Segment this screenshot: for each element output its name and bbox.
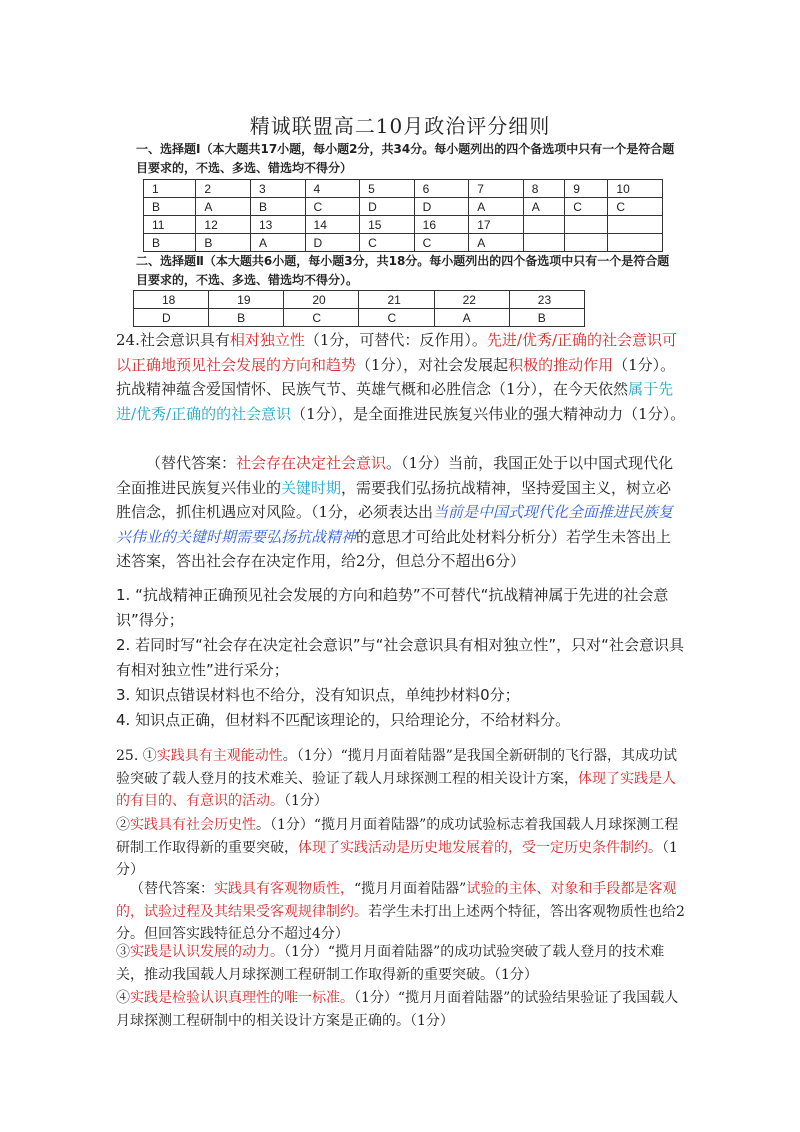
table-cell: 23 <box>509 291 584 309</box>
table-cell: 18 <box>134 291 209 309</box>
q25-text: （1分）“揽月月面着陆器”的成功试验突破了载人登月的技术难关，推动我国载人月球探测工程研制工作取得新的重要突破。（1分） <box>116 944 665 983</box>
table-row <box>144 180 663 198</box>
table-cell: 11 <box>144 216 196 234</box>
table-cell: B <box>209 309 284 327</box>
q25-text: 。（1分）“揽月月面着陆器”是我国全新研制的飞行器，其成功试验突破了载人登月的技术难关、验证了载人月球探测工程的相关设计方案， <box>116 748 677 787</box>
table-cell: C <box>608 198 663 216</box>
q24-keypoint: 正确地预见社会发展的方向和趋势 <box>131 355 357 374</box>
table-cell <box>608 216 663 234</box>
table-cell: C <box>360 234 415 252</box>
table-cell: 7 <box>469 180 524 198</box>
table-cell: C <box>305 198 360 216</box>
table-cell: C <box>565 198 608 216</box>
q24-text: （1分），对社会发展起 <box>356 355 509 374</box>
q25-text: （1分） <box>284 793 328 809</box>
table-cell: 17 <box>469 216 524 234</box>
q25-text: 若学生未打出上述两个特征，答出客观物质性也给2分。但回答实践特征总分不超过4分） <box>116 903 685 942</box>
q24-alternative <box>116 451 686 574</box>
table-cell: D <box>134 309 209 327</box>
q25-keypoint: 实践具有客观物质性， <box>214 881 354 897</box>
table-cell: 13 <box>250 216 305 234</box>
section2-heading <box>136 252 676 290</box>
q24-text: （1分，可替代：反作用）。 <box>304 331 487 349</box>
table-cell: A <box>469 234 524 252</box>
table-cell: 20 <box>284 291 359 309</box>
q25-text: （1分）“揽月月面着陆器”的试验结果验证了我国载人月球探测工程研制中的相关设计方案是正确的。（1分） <box>116 990 679 1029</box>
table-row <box>134 309 585 327</box>
table-cell: 8 <box>523 180 565 198</box>
table-cell: 3 <box>250 180 305 198</box>
q25-point-3 <box>116 941 686 986</box>
q24-keypoint: 先进/优秀/正确的社会意识可以 <box>116 331 678 374</box>
answer-table-1 <box>143 179 663 252</box>
table-cell <box>565 216 608 234</box>
table-cell <box>565 234 608 252</box>
q24-alt-highlight: 关键时期 <box>281 478 342 497</box>
grading-notes <box>116 583 686 733</box>
table-cell: A <box>469 198 524 216</box>
table-cell: C <box>414 234 469 252</box>
table-cell: D <box>414 198 469 216</box>
table-cell: D <box>360 198 415 216</box>
section1-line2: 目要求的，不选、多选、错选均不得分） <box>136 161 353 175</box>
q24-text: （1分），是全面推进民族复兴伟业的强大精神动力（1分）。 <box>291 404 686 423</box>
answer-table-2 <box>133 290 585 327</box>
q24-keypoint: 积极的推动作用 <box>508 355 614 374</box>
table-cell <box>523 234 565 252</box>
table-cell: 16 <box>414 216 469 234</box>
table-cell: B <box>196 234 251 252</box>
table-cell: D <box>305 234 360 252</box>
q25-point-2 <box>116 814 686 882</box>
q25-text: 。（1分）“揽月月面着陆器”的成功试验标志着我国载人月球探测工程研制工作取得新的重要突破， <box>116 817 679 856</box>
table-cell: 2 <box>196 180 251 198</box>
q25-text: （1分） <box>116 839 678 878</box>
table-cell: 15 <box>360 216 415 234</box>
q25-keypoint: 实践是检验认识真理性的唯一标准。 <box>130 990 354 1006</box>
table-cell: 9 <box>565 180 608 198</box>
q25-keypoint: 体现了实践是人的有目的、有意识的活动。 <box>116 770 676 809</box>
q25-point-4 <box>116 987 686 1032</box>
table-cell: A <box>434 309 509 327</box>
table-cell: B <box>144 198 196 216</box>
q25-keypoint: 实践具有社会历史性 <box>130 817 256 833</box>
q24-alt-emphasis: 当前是中国式现代化全面推进民族复兴伟业的关键时期需要弘扬抗战精神 <box>116 503 674 546</box>
table-cell: 21 <box>359 291 434 309</box>
table-cell: B <box>250 198 305 216</box>
table-cell: 10 <box>608 180 663 198</box>
table-row <box>144 234 663 252</box>
q24-text: （1分）。抗战精神蕴含爱国情怀、民族气节、英雄气概和必胜信念（1分），在今天依然 <box>116 355 676 398</box>
table-cell: A <box>250 234 305 252</box>
q24-alt-text: （替代答案： <box>146 454 237 472</box>
q24-keypoint: 相对独立性 <box>229 331 305 349</box>
q25-keypoint: 试验的主体、对象和手段都是客观的，试验过程及其结果受客观规律制约。 <box>116 881 677 920</box>
table-row <box>134 291 585 309</box>
q25-text: ③ <box>116 944 130 960</box>
q25-text: （替代答案： <box>130 881 214 897</box>
q24-alt-text: 的意思才可给此处材料分析分）若学生未答出上述答案，答出社会存在决定作用，给2分，但总分不超出6分） <box>116 527 672 570</box>
page-title: 精诚联盟高二10月政治评分细则 <box>249 114 551 138</box>
table-cell: A <box>196 198 251 216</box>
section1-heading <box>136 140 676 178</box>
table-cell: 5 <box>360 180 415 198</box>
table-row <box>144 198 663 216</box>
grading-note: 1. “抗战精神正确预见社会发展的方向和趋势”不可替代“抗战精神属于先进的社会意识”得分； <box>116 586 669 629</box>
table-cell: A <box>523 198 565 216</box>
table-cell <box>523 216 565 234</box>
q25-text: ④ <box>116 990 130 1006</box>
table-cell: B <box>509 309 584 327</box>
q25-keypoint: 实践是认识发展的动力。 <box>130 944 284 960</box>
table-cell: C <box>284 309 359 327</box>
table-cell: 4 <box>305 180 360 198</box>
grading-note: 4. 知识点正确，但材料不匹配该理论的，只给理论分，不给材料分。 <box>116 711 571 729</box>
q24-answer <box>116 328 686 426</box>
table-cell: 19 <box>209 291 284 309</box>
table-cell: 1 <box>144 180 196 198</box>
q24-text: 24.社会意识具有 <box>116 331 230 349</box>
table-cell: 22 <box>434 291 509 309</box>
q25-keypoint: 实践具有主观能动性 <box>156 748 283 764</box>
section2-line2: 目要求的，不选、多选、错选均不得分）。 <box>136 273 359 287</box>
grading-note: 3. 知识点错误材料也不给分，没有知识点，单纯抄材料0分； <box>116 686 520 704</box>
q25-text: “揽月月面着陆器” <box>354 881 467 897</box>
table-cell <box>608 234 663 252</box>
section1-line1: 一、选择题Ⅰ（本大题共17小题，每小题2分，共34分。每小题列出的四个备选项中只有一个是符合题 <box>136 142 675 156</box>
table-cell: 6 <box>414 180 469 198</box>
table-cell: 14 <box>305 216 360 234</box>
q24-alt-text: 。（1分）当前，我国正处于以中国式现代化全面推进民族复兴伟业的 <box>116 454 674 497</box>
section2-line1: 二、选择题Ⅱ（本大题共6小题，每小题3分，共18分。每小题列出的四个备选项中只有一个是符合题 <box>136 254 670 268</box>
q25-text: 25. ① <box>116 748 157 764</box>
table-cell: 12 <box>196 216 251 234</box>
q24-alt-text: ，需要我们弘扬抗战精神，坚持爱国主义，树立必胜信念，抓住机遇应对风险。（1分，必须表达出 <box>116 478 672 521</box>
q24-highlight: 属于先进/优秀/正确的的社会意识 <box>116 380 674 423</box>
table-row <box>144 216 663 234</box>
q24-alt-keypoint: 社会存在决定社会意识 <box>236 454 387 472</box>
q25-keypoint: 体现了实践活动是历史地发展着的，受一定历史条件制约。 <box>298 839 662 856</box>
q25-point-1 <box>116 745 686 813</box>
grading-note: 2. 若同时写“社会存在决定社会意识”与“社会意识具有相对独立性”，只对“社会意识具有相对独立性”进行采分； <box>116 636 684 679</box>
q25-alternative <box>116 878 686 946</box>
table-cell: C <box>359 309 434 327</box>
table-cell: B <box>144 234 196 252</box>
q25-text: ② <box>116 817 130 833</box>
